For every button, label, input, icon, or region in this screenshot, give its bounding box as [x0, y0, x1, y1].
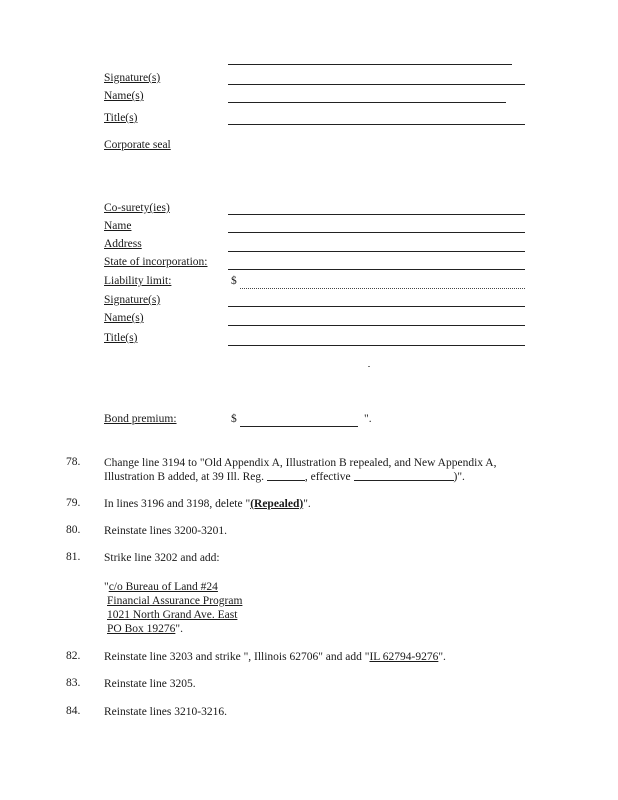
address-label: Address	[104, 238, 142, 250]
item-79-number: 79.	[66, 497, 81, 509]
address-line[interactable]	[228, 251, 525, 252]
cosurety-name-label: Name	[104, 220, 132, 232]
register-page-blank[interactable]	[267, 470, 305, 481]
signature-line[interactable]	[228, 84, 525, 85]
state-of-incorporation-label: State of incorporation:	[104, 256, 208, 268]
corporate-seal-label: Corporate seal	[104, 139, 171, 151]
item-78-number: 78.	[66, 456, 81, 468]
item-84-number: 84.	[66, 705, 81, 717]
address-line-2: Financial Assurance Program	[107, 595, 243, 607]
bond-premium-line[interactable]	[240, 426, 358, 427]
cosurety-signature-line[interactable]	[228, 306, 525, 307]
liability-limit-line[interactable]	[240, 288, 525, 289]
item-82-number: 82.	[66, 650, 81, 662]
item-83-number: 83.	[66, 677, 81, 689]
item-84-text: Reinstate lines 3210-3216.	[104, 706, 227, 718]
cosurety-name-line[interactable]	[228, 232, 525, 233]
item-81-number: 81.	[66, 551, 81, 563]
item-80-number: 80.	[66, 524, 81, 536]
cosurety-title-line[interactable]	[228, 345, 525, 346]
title-label: Title(s)	[104, 112, 138, 124]
name-label: Name(s)	[104, 90, 144, 102]
liability-dollar-sign: $	[231, 275, 237, 287]
cosurety-label: Co-surety(ies)	[104, 202, 170, 214]
cosurety-signature-label: Signature(s)	[104, 294, 161, 306]
item-83-text: Reinstate line 3205.	[104, 678, 196, 690]
name-line[interactable]	[228, 102, 506, 103]
bond-premium-dollar-sign: $	[231, 413, 237, 425]
state-of-incorporation-line[interactable]	[228, 269, 525, 270]
item-79-text: In lines 3196 and 3198, delete "(Repealed)".	[104, 498, 311, 510]
cosurety-names-label: Name(s)	[104, 312, 144, 324]
liability-limit-label: Liability limit:	[104, 275, 172, 287]
scan-speck	[368, 366, 370, 367]
repealed-text: (Repealed)	[250, 498, 304, 510]
zip-code-text: IL 62794-9276	[369, 651, 439, 663]
item-78-text	[104, 456, 496, 484]
cosurety-title-label: Title(s)	[104, 332, 138, 344]
item-78-line-1: Change line 3194 to "Old Appendix A, Illustration B repealed, and New Appendix A,	[104, 457, 497, 469]
address-block	[104, 580, 242, 636]
address-line-4: PO Box 19276".	[107, 623, 183, 635]
title-line[interactable]	[228, 124, 525, 125]
effective-date-blank[interactable]	[354, 470, 454, 481]
address-line-1: "c/o Bureau of Land #24	[104, 581, 218, 593]
cosurety-line[interactable]	[228, 214, 525, 215]
item-80-text: Reinstate lines 3200-3201.	[104, 525, 227, 537]
cosurety-names-line[interactable]	[228, 325, 525, 326]
item-82-text: Reinstate line 3203 and strike ", Illinois 62706" and add "IL 62794-9276".	[104, 651, 446, 663]
item-81-text: Strike line 3202 and add:	[104, 552, 220, 564]
address-line-3: 1021 North Grand Ave. East	[107, 609, 238, 621]
signature-label: Signature(s)	[104, 72, 161, 84]
signature-line-top	[228, 64, 512, 65]
bond-premium-label: Bond premium:	[104, 413, 177, 425]
bond-premium-closing-quote: ".	[364, 413, 372, 425]
item-78-line-2: Illustration B added, at 39 Ill. Reg. , effective )".	[104, 471, 465, 483]
